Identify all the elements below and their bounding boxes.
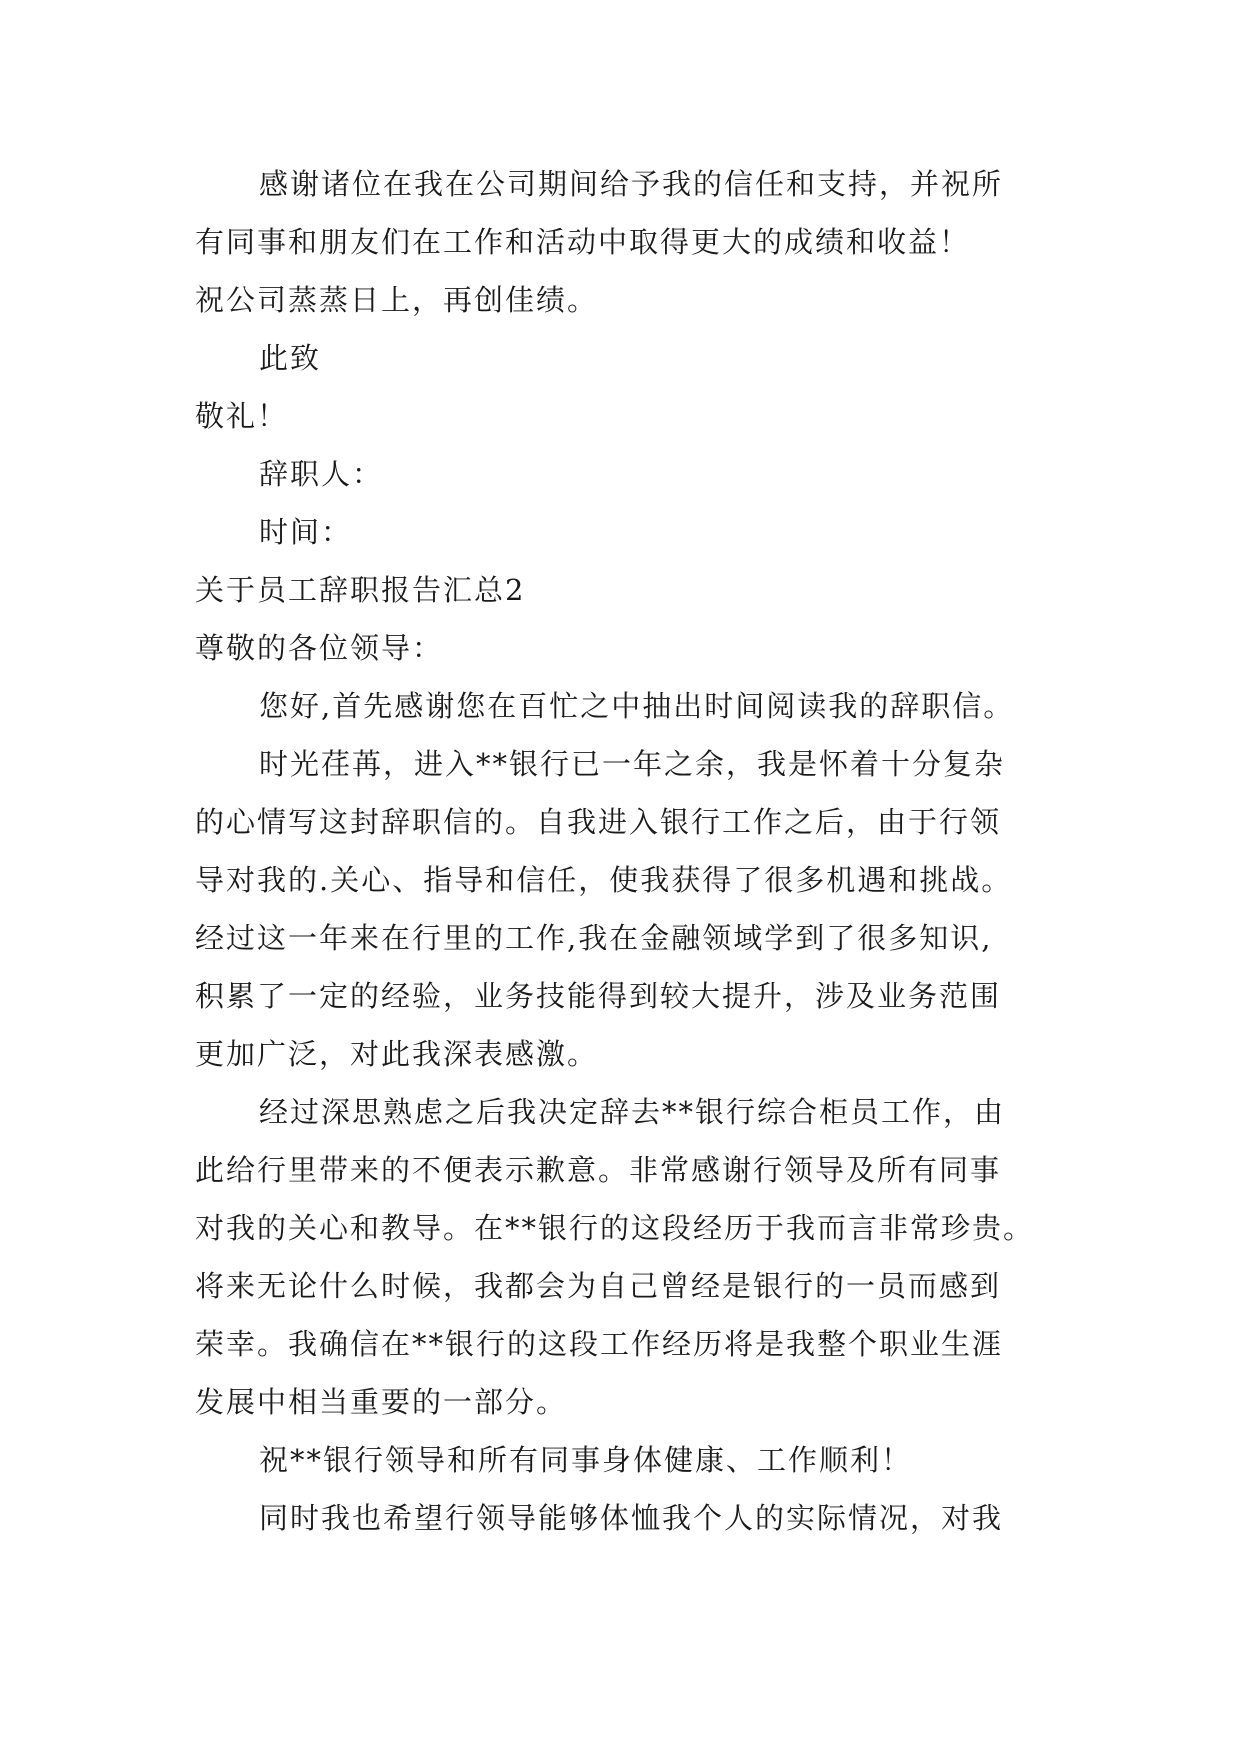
date-label: 时间：: [259, 515, 353, 549]
paragraph-line: 同时我也希望行领导能够体恤我个人的实际情况，对我: [259, 1501, 1004, 1535]
paragraph-line: 荣幸。我确信在**银行的这段工作经历将是我整个职业生涯: [195, 1327, 1004, 1361]
paragraph-line: 积累了一定的经验，业务技能得到较大提升，涉及业务范围: [195, 979, 1002, 1013]
salutation: 尊敬的各位领导：: [195, 631, 444, 665]
paragraph-line: 经过深思熟虑之后我决定辞去**银行综合柜员工作，由: [259, 1095, 1006, 1129]
paragraph-line: 您好,首先感谢您在百忙之中抽出时间阅读我的辞职信。: [259, 689, 1015, 723]
closing-greeting: 敬礼！: [195, 399, 289, 433]
paragraph-line: 此给行里带来的不便表示歉意。非常感谢行领导及所有同事: [195, 1153, 1002, 1187]
closing-salutation: 此致: [259, 341, 322, 375]
paragraph-line: 对我的关心和教导。在**银行的这段经历于我而言非常珍贵。: [195, 1211, 1035, 1245]
paragraph-line: 感谢诸位在我在公司期间给予我的信任和支持，并祝所: [259, 167, 1004, 201]
paragraph-line: 的心情写这封辞职信的。自我进入银行工作之后，由于行领: [195, 805, 1002, 839]
paragraph-line: 导对我的.关心、指导和信任，使我获得了很多机遇和挑战。: [195, 863, 1013, 897]
section-title: 关于员工辞职报告汇总2: [195, 573, 526, 607]
paragraph-line: 发展中相当重要的一部分。: [195, 1385, 568, 1419]
paragraph-line: 祝**银行领导和所有同事身体健康、工作顺利！: [259, 1443, 913, 1477]
paragraph-line: 有同事和朋友们在工作和活动中取得更大的成绩和收益！: [195, 225, 971, 259]
paragraph-line: 经过这一年来在行里的工作,我在金融领域学到了很多知识,: [195, 921, 993, 955]
paragraph-line: 祝公司蒸蒸日上，再创佳绩。: [195, 283, 599, 317]
signature-label: 辞职人：: [259, 457, 384, 491]
paragraph-line: 更加广泛，对此我深表感激。: [195, 1037, 599, 1071]
paragraph-line: 时光荏苒，进入**银行已一年之余，我是怀着十分复杂: [259, 747, 1006, 781]
paragraph-line: 将来无论什么时候，我都会为自己曾经是银行的一员而感到: [195, 1269, 1002, 1303]
